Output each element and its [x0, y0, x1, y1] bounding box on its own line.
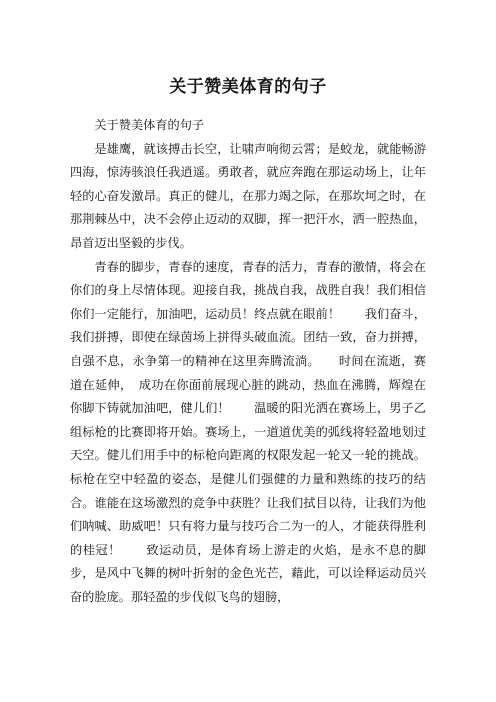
document-title: 关于赞美体育的句子: [169, 77, 327, 97]
paragraph: 是雄鹰，就该搏击长空，让啸声响彻云霄；是蛟龙，就能畅游四海，惊涛骇浪任我逍遥。勇敢者，就应奔跑在那运动场上，让年轻的心奋发激昂。真正的健儿，在那力竭之际，在那坎坷之时，在那荆棘丛中，决不会停止迈动的双脚，挥一把汗水，洒一腔热血，昂首迈出坚毅的步伐。: [70, 141, 426, 250]
paragraph: 青春的脚步，青春的速度，青春的活力，青春的激情，将会在你们的身上尽情体现。迎接自我，挑战自我，战胜自我！我们相信你们一定能行，加油吧，运动员！终点就在眼前！ 我们奋斗，我们拼搏，即使在绿茵场上拼得头破血流。团结一致，奋力拼搏，自强不息，永争第一的精神在这里奔腾流淌。 时间在流逝，赛道在延伸， 成功在你面前展现心脏的跳动，热血在沸腾，辉煌在你脚下铸就加油吧，健儿们！ 温暖的阳光洒在赛场上，男子乙组标枪的比赛即将开始。赛场上，一道道优美的弧线将轻盈地划过天空。健儿们用手中的标枪向距离的权限发起一轮又一轮的挑战。标枪在空中轻盈的姿态，是健儿们强健的力量和熟练的技巧的结合。谁能在这场激烈的竞争中获胜？让我们拭目以待，让我们为他们呐喊、助威吧！只有将力量与技巧合二为一的人，才能获得胜利的桂冠！ 致运动员，是体育场上游走的火焰，是永不息的脚步，是风中飞舞的树叶折射的金色光芒，藉此，可以诠释运动员兴奋的脸庞。那轻盈的步伐似飞鸟的翅膀，: [70, 259, 426, 604]
paragraph-subtitle: 关于赞美体育的句子: [94, 118, 205, 132]
document-body: [70, 114, 426, 609]
